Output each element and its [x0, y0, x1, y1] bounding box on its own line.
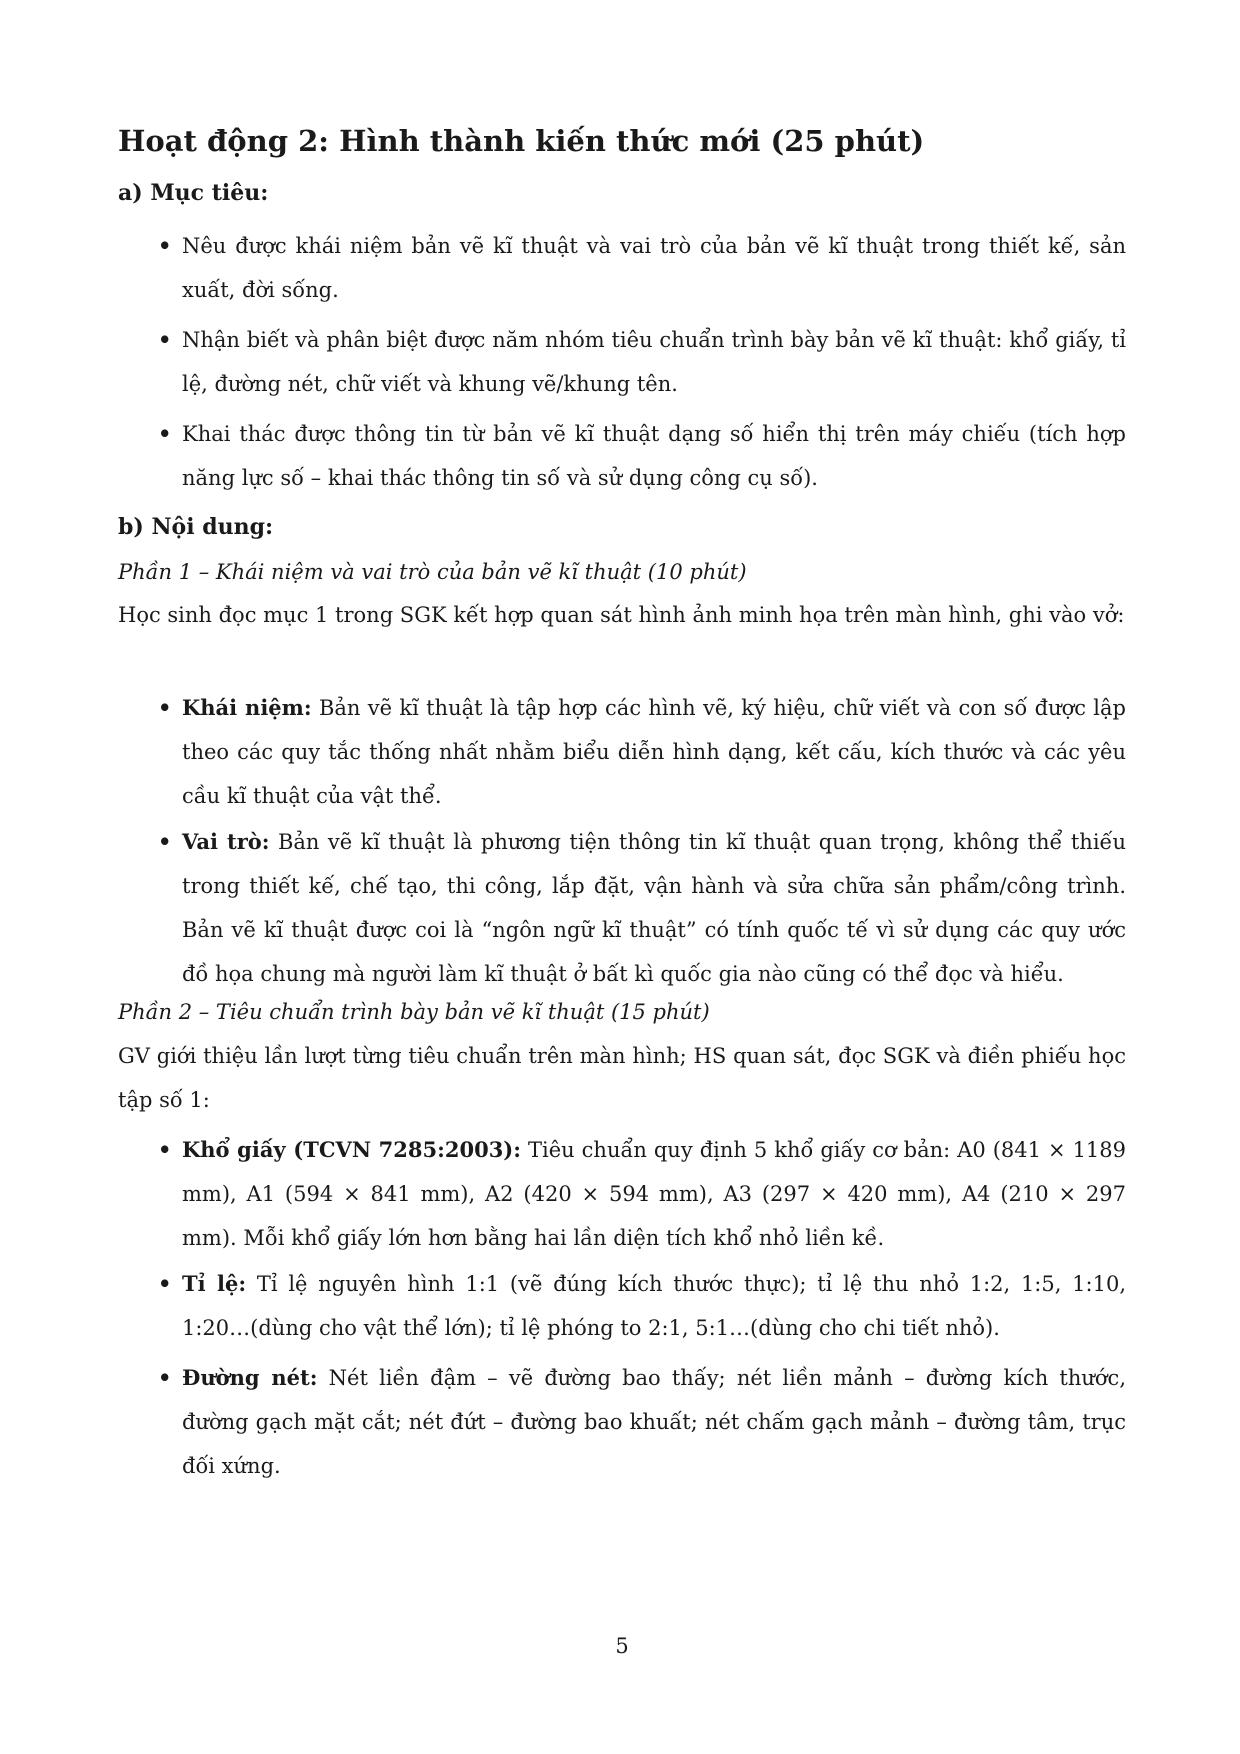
page-number: 5 [615, 1634, 629, 1658]
part2-item-scale [158, 1262, 1126, 1350]
item-label: Khổ giấy (TCVN 7285:2003): [182, 1137, 521, 1162]
item-text: Nét liền đậm – vẽ đường bao thấy; nét liền mảnh – đường kích thước, đường gạch mặt cắt; nét đứt – đường bao khuất; nét chấm gạch mảnh – đường tâm, trục đối xứng. [182, 1366, 1126, 1478]
item-text: Bản vẽ kĩ thuật là phương tiện thông tin kĩ thuật quan trọng, không thể thiếu trong thiết kế, chế tạo, thi công, lắp đặt, vận hành và sửa chữa sản phẩm/công trình. Bản vẽ kĩ thuật được coi là “ngôn ngữ kĩ thuật” có tính quốc tế vì sử dụng các quy ước đồ họa chung mà người làm kĩ thuật ở bất kì quốc gia nào cũng có thể đọc và hiểu. [182, 830, 1126, 986]
part2-intro: GV giới thiệu lần lượt từng tiêu chuẩn trên màn hình; HS quan sát, đọc SGK và điền phiếu học tập số 1: [118, 1044, 1126, 1112]
bullet-icon: • [158, 327, 172, 352]
bullet-icon: • [158, 695, 172, 720]
part2-title: Phần 2 – Tiêu chuẩn trình bày bản vẽ kĩ thuật (15 phút) [118, 1000, 710, 1024]
item-label: Vai trò: [182, 829, 270, 854]
part1-title: Phần 1 – Khái niệm và vai trò của bản vẽ kĩ thuật (10 phút) [118, 560, 747, 584]
objectives-title: a) Mục tiêu: [118, 180, 269, 206]
objective-item: • Khai thác được thông tin từ bản vẽ kĩ thuật dạng số hiển thị trên máy chiếu (tích hợp năng lực số – khai thác thông tin số và sử dụng công cụ số). [182, 412, 1126, 500]
item-text: Tiêu chuẩn quy định 5 khổ giấy cơ bản: A0 (841 × 1189 mm), A1 (594 × 841 mm), A2 (420 × 594 mm), A3 (297 × 420 mm), A4 (210 × 297 mm). Mỗi khổ giấy lớn hơn bằng hai lần diện tích khổ nhỏ liền kề. [182, 1138, 1127, 1250]
section-heading: Hoạt động 2: Hình thành kiến thức mới (25 phút) [118, 124, 925, 158]
content-title: b) Nội dung: [118, 514, 274, 540]
item-label: Đường nét: [182, 1365, 318, 1390]
part1-intro: Học sinh đọc mục 1 trong SGK kết hợp quan sát hình ảnh minh họa trên màn hình, ghi vào vở: [118, 603, 1125, 627]
item-label: Tỉ lệ: [182, 1271, 247, 1296]
bullet-icon: • [158, 233, 172, 258]
bullet-icon: • [158, 1137, 172, 1162]
item-text: Bản vẽ kĩ thuật là tập hợp các hình vẽ, ký hiệu, chữ viết và con số được lập theo các quy tắc thống nhất nhằm biểu diễn hình dạng, kết cấu, kích thước và các yêu cầu kĩ thuật của vật thể. [182, 696, 1126, 808]
bullet-icon: • [158, 1271, 172, 1296]
objective-item: • Nêu được khái niệm bản vẽ kĩ thuật và vai trò của bản vẽ kĩ thuật trong thiết kế, sản xuất, đời sống. [182, 224, 1126, 312]
part2-item-paper-size [158, 1128, 1127, 1260]
item-label: Khái niệm: [182, 695, 312, 720]
bullet-icon: • [158, 1365, 172, 1390]
part1-item-concept [158, 686, 1126, 818]
part1-item-role [158, 820, 1126, 996]
item-text: Tỉ lệ nguyên hình 1:1 (vẽ đúng kích thước thực); tỉ lệ thu nhỏ 1:2, 1:5, 1:10, 1:20…(dùng cho vật thể lớn); tỉ lệ phóng to 2:1, 5:1…(dùng cho chi tiết nhỏ). [182, 1272, 1126, 1340]
objective-item: • Nhận biết và phân biệt được năm nhóm tiêu chuẩn trình bày bản vẽ kĩ thuật: khổ giấy, tỉ lệ, đường nét, chữ viết và khung vẽ/khung tên. [182, 318, 1126, 406]
bullet-icon: • [158, 421, 172, 446]
part2-item-line-types [158, 1356, 1126, 1488]
bullet-icon: • [158, 829, 172, 854]
